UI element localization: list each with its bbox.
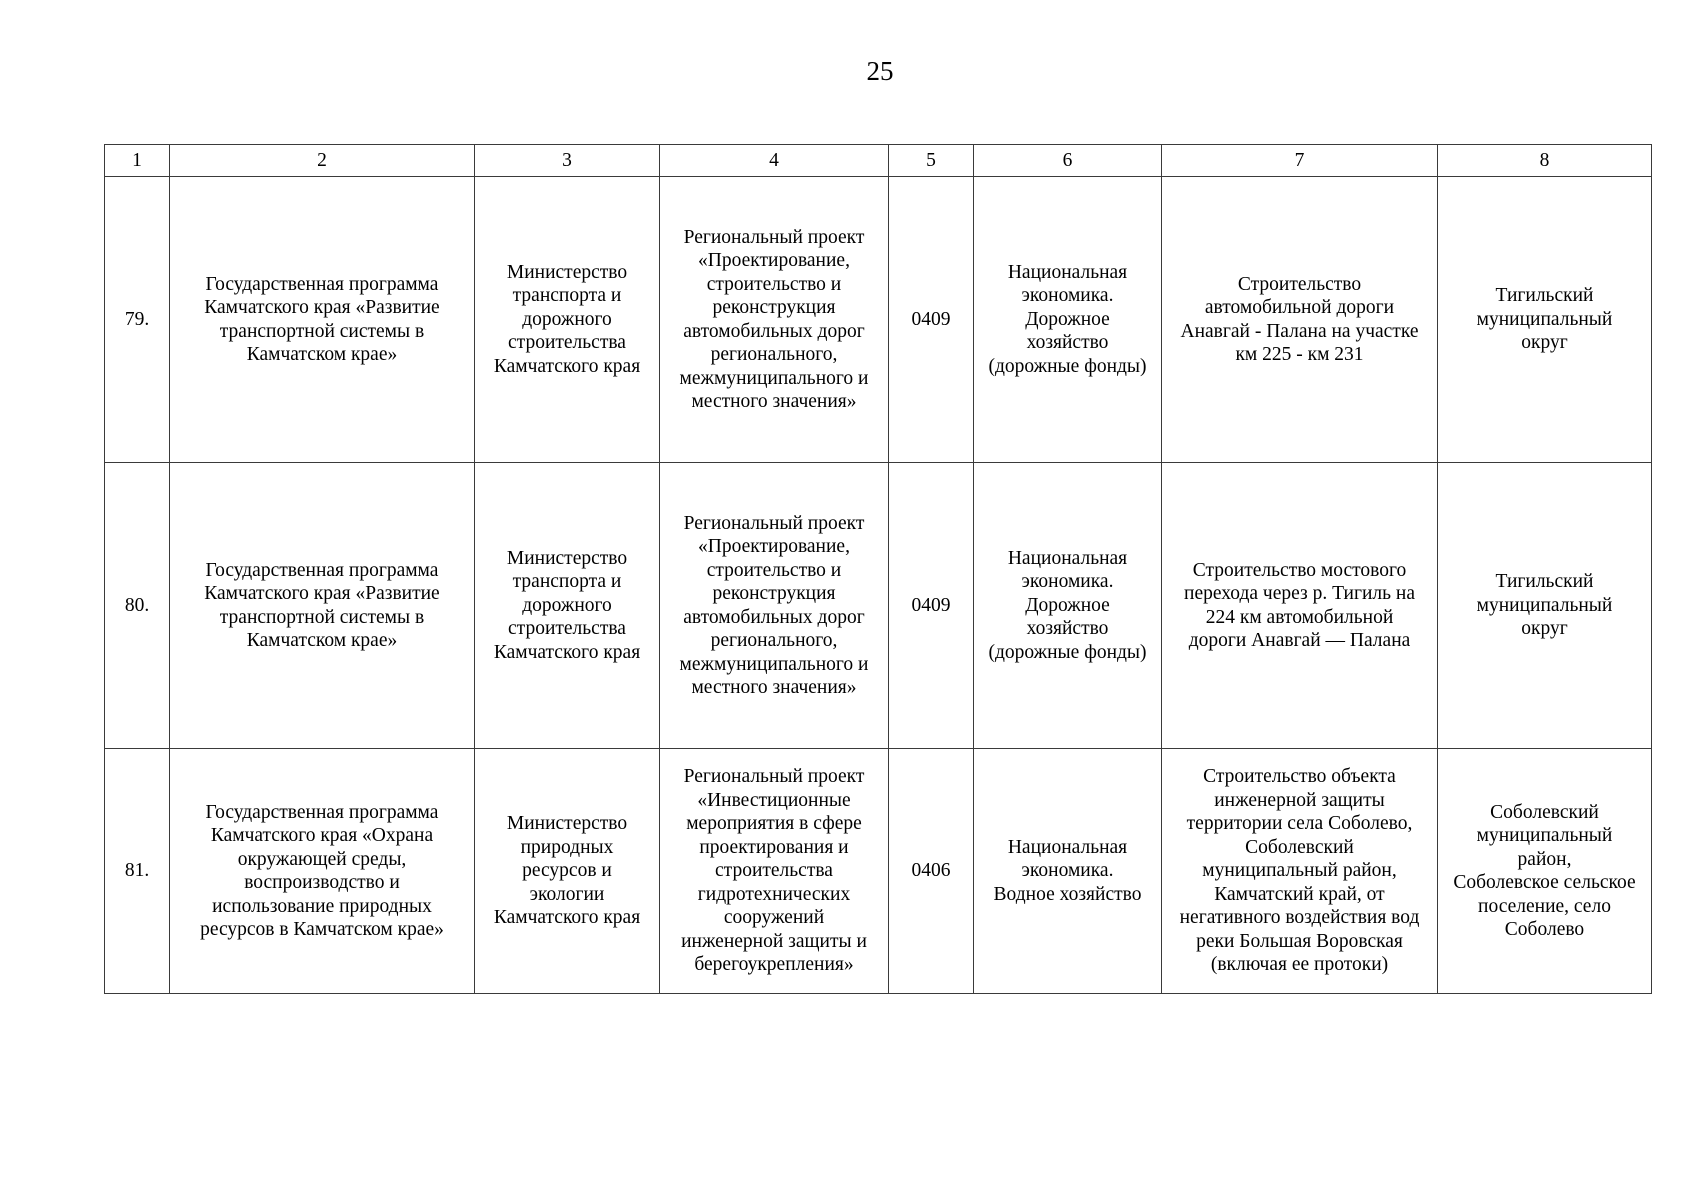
project-cell: Региональный проект «Проектирование, строительство и реконструкция автомобильных дорог регионального, межмуниципального и местного значения» [660,463,889,749]
header-cell-3: 3 [475,145,660,177]
location-cell: Соболевский муниципальный район, Соболевское сельское поселение, село Соболево [1438,749,1652,994]
header-cell-1: 1 [105,145,170,177]
page-number: 25 [866,56,894,86]
header-cell-8: 8 [1438,145,1652,177]
row-number-cell: 80. [105,463,170,749]
project-cell: Региональный проект «Проектирование, строительство и реконструкция автомобильных дорог регионального, межмуниципального и местного значения» [660,177,889,463]
table-row [105,463,1652,749]
executor-cell: Министерство транспорта и дорожного строительства Камчатского края [475,463,660,749]
header-cell-2: 2 [170,145,475,177]
code-cell: 0406 [889,749,974,994]
section-cell: Национальная экономика. Водное хозяйство [974,749,1162,994]
location-cell: Тигильский муниципальный округ [1438,177,1652,463]
row-number-cell: 79. [105,177,170,463]
header-cell-4: 4 [660,145,889,177]
location-cell: Тигильский муниципальный округ [1438,463,1652,749]
object-cell: Строительство объекта инженерной защиты территории села Соболево, Соболевский муниципальный район, Камчатский край, от негативного воздействия вод реки Большая Воровская (включая ее протоки) [1162,749,1438,994]
row-number-cell: 81. [105,749,170,994]
program-cell: Государственная программа Камчатского края «Развитие транспортной системы в Камчатском крае» [170,177,475,463]
section-cell: Национальная экономика. Дорожное хозяйство (дорожные фонды) [974,463,1162,749]
section-cell: Национальная экономика. Дорожное хозяйство (дорожные фонды) [974,177,1162,463]
program-cell: Государственная программа Камчатского края «Охрана окружающей среды, воспроизводство и использование природных ресурсов в Камчатском крае» [170,749,475,994]
executor-cell: Министерство транспорта и дорожного строительства Камчатского края [475,177,660,463]
project-cell: Региональный проект «Инвестиционные мероприятия в сфере проектирования и строительства гидротехнических сооружений инженерной защиты и берегоукрепления» [660,749,889,994]
header-cell-5: 5 [889,145,974,177]
code-cell: 0409 [889,463,974,749]
program-cell: Государственная программа Камчатского края «Развитие транспортной системы в Камчатском крае» [170,463,475,749]
code-cell: 0409 [889,177,974,463]
table-row [105,177,1652,463]
executor-cell: Министерство природных ресурсов и экологии Камчатского края [475,749,660,994]
table-header-row [105,145,1652,177]
object-cell: Строительство мостового перехода через р. Тигиль на 224 км автомобильной дороги Анавгай — Палана [1162,463,1438,749]
table-row [105,749,1652,994]
header-cell-7: 7 [1162,145,1438,177]
objects-table [104,144,1652,994]
object-cell: Строительство автомобильной дороги Анавгай - Палана на участке км 225 - км 231 [1162,177,1438,463]
header-cell-6: 6 [974,145,1162,177]
